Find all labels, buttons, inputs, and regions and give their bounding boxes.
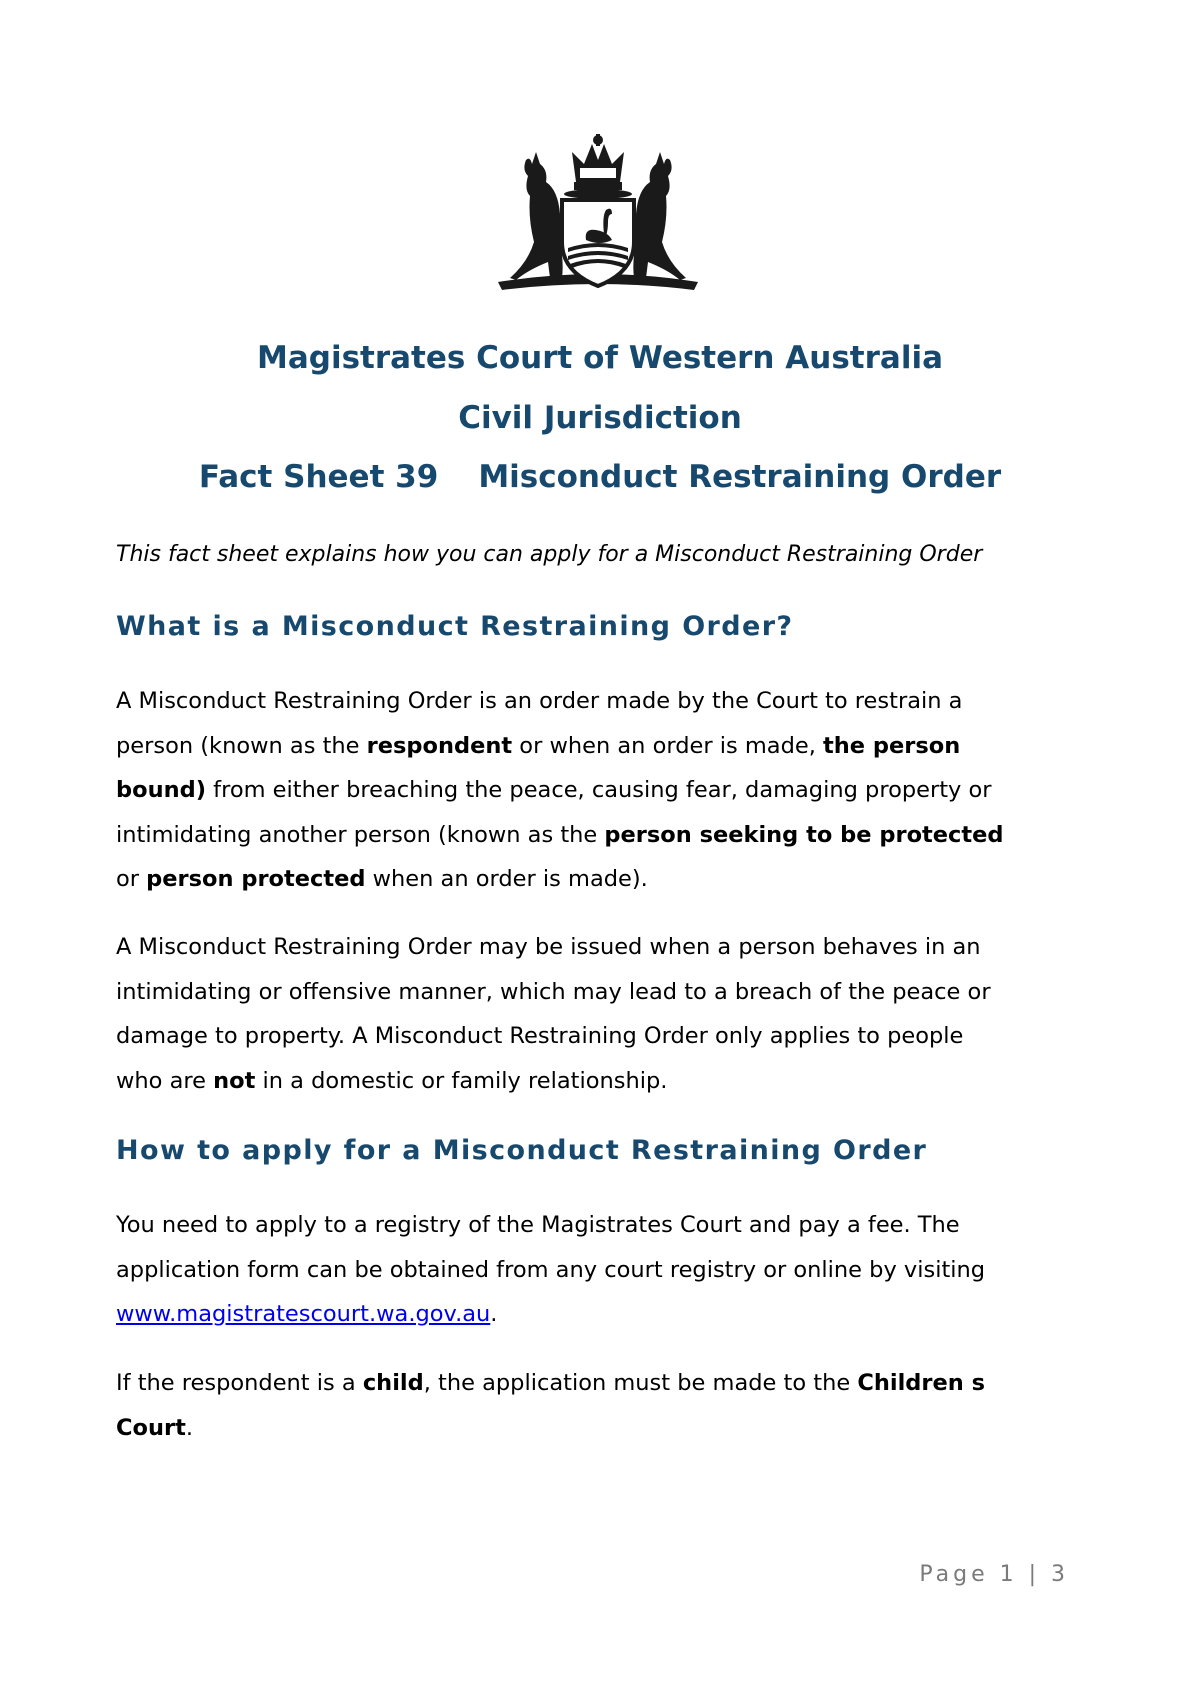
text-line: If the respondent is a child, the application must be made to the Children s (116, 1370, 986, 1396)
document-subtitle: Civil Jurisdiction (458, 400, 742, 436)
paragraph-when-issued (116, 925, 1096, 1103)
paragraph-application (116, 1203, 1096, 1337)
section-heading-what-is: What is a Misconduct Restraining Order? (116, 611, 794, 642)
paragraph-definition (116, 679, 1096, 902)
paragraph-child-respondent (116, 1361, 1096, 1450)
fact-sheet-number: Fact Sheet 39 (198, 459, 439, 495)
text-line: A Misconduct Restraining Order may be issued when a person behaves in an (116, 934, 981, 960)
intro-text: This fact sheet explains how you can apply for a Misconduct Restraining Order (116, 542, 983, 567)
text-line: A Misconduct Restraining Order is an order made by the Court to restrain a (116, 688, 963, 714)
page-number: Page 1 | 3 (919, 1562, 1069, 1587)
section-heading-how-to-apply: How to apply for a Misconduct Restraining Order (116, 1135, 928, 1166)
text-line: or person protected when an order is made). (116, 866, 648, 892)
fact-sheet-heading (0, 457, 1200, 497)
text-line: person (known as the respondent or when an order is made, the person (116, 732, 961, 759)
text-line: application form can be obtained from any court registry or online by visiting (116, 1256, 986, 1283)
text-line: bound) from either breaching the peace, causing fear, damaging property or (116, 777, 992, 803)
text-line: intimidating or offensive manner, which may lead to a breach of the peace or (116, 978, 991, 1005)
text-line: damage to property. A Misconduct Restraining Order only applies to people (116, 1023, 964, 1049)
text-line: www.magistratescourt.wa.gov.au. (116, 1301, 498, 1327)
text-line: Court. (116, 1414, 193, 1441)
text-line: intimidating another person (known as the person seeking to be protected (116, 821, 1004, 848)
wa-coat-of-arms-icon (488, 130, 708, 298)
court-website-link[interactable]: www.magistratescourt.wa.gov.au (116, 1301, 491, 1327)
fact-sheet-title: Misconduct Restraining Order (478, 459, 1002, 495)
text-line: You need to apply to a registry of the Magistrates Court and pay a fee. The (116, 1212, 960, 1238)
document-title: Magistrates Court of Western Australia (256, 340, 943, 376)
text-line: who are not in a domestic or family relationship. (116, 1067, 668, 1094)
